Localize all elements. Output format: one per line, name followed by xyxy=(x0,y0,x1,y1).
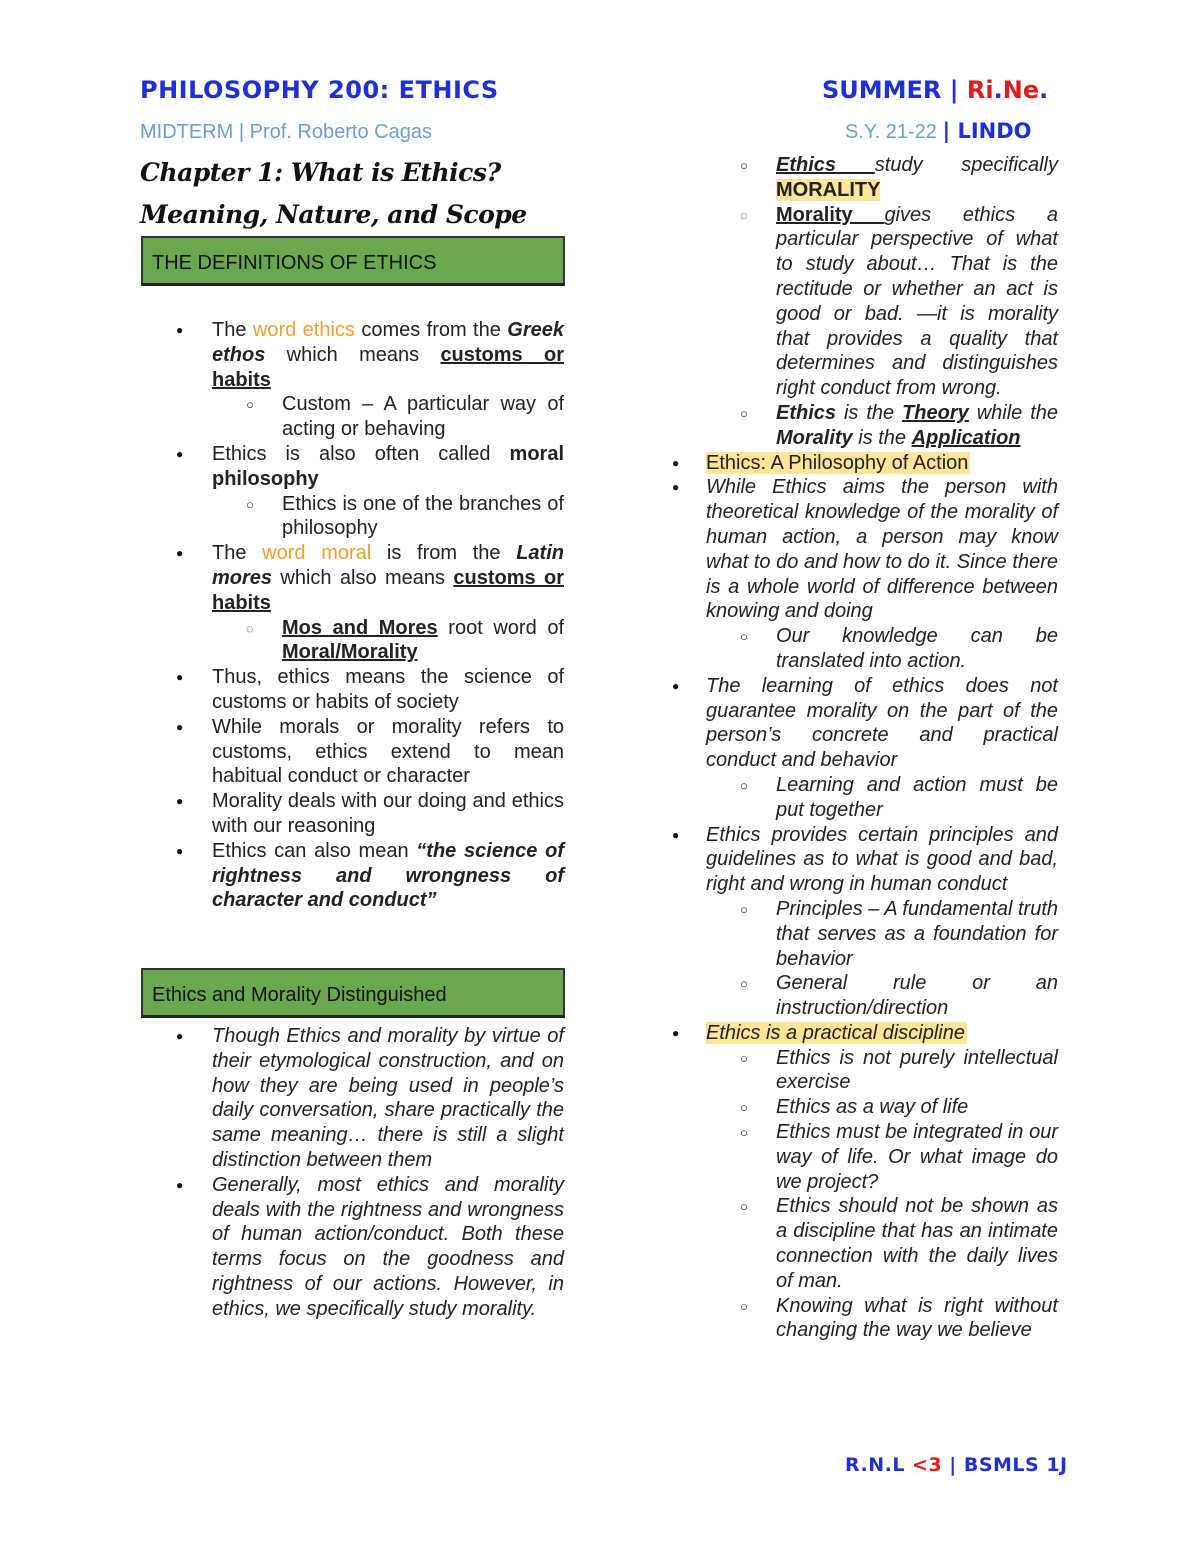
list-item: ● While morals or morality refers to customs, ethics extend to mean habitual conduct or character xyxy=(140,715,564,789)
header-subtitle: MIDTERM | Prof. Roberto Cagas xyxy=(140,121,432,143)
list-item: ● The learning of ethics does not guarantee morality on the part of the person’s concrete and practical conduct and behavior xyxy=(670,674,1058,773)
list-item: ● Generally, most ethics and morality deals with the rightness and wrongness of human action/conduct. Both these terms focus on the goodness and rightness of our actions. However, in ethics, we specifically study morality. xyxy=(140,1173,564,1322)
list-item: ○ Principles – A fundamental truth that serves as a foundation for behavior xyxy=(670,897,1058,971)
list-item: ○ Custom – A particular way of acting or behaving xyxy=(140,392,564,442)
section-header-distinguished: Ethics and Morality Distinguished xyxy=(141,968,565,1018)
right-column-list xyxy=(670,153,1058,1343)
list-item: ● The word moral is from the Latin mores which also means customs or habits xyxy=(140,541,564,615)
chapter-heading: Chapter 1: What is Ethics? Meaning, Nature, and Scope xyxy=(140,158,527,229)
list-item: ● While Ethics aims the person with theoretical knowledge of the morality of human action, a person may know what to do and how to do it. Since there is a whole world of difference between knowing and doing xyxy=(670,475,1058,624)
document-title: PHILOSOPHY 200: ETHICS xyxy=(140,76,499,104)
list-item: ○ Ethics study specifically MORALITY xyxy=(670,153,1058,203)
list-item: ○ Learning and action must be put together xyxy=(670,773,1058,823)
header-school-year: S.Y. 21-22 | LINDO xyxy=(845,119,1032,143)
list-item: ○ Our knowledge can be translated into action. xyxy=(670,624,1058,674)
list-item: ○ Ethics is not purely intellectual exercise xyxy=(670,1046,1058,1096)
list-item-highlight: ● Ethics: A Philosophy of Action xyxy=(670,451,1058,476)
list-item: ◌ Mos and Mores root word of Moral/Morality xyxy=(140,616,564,666)
page-footer: R.N.L <3 | BSMLS 1J xyxy=(845,1454,1068,1476)
definitions-list xyxy=(140,318,564,913)
header-term: SUMMER | Ri.Ne. xyxy=(822,76,1049,104)
list-item: ○ General rule or an instruction/direction xyxy=(670,971,1058,1021)
list-item: ○ Ethics is the Theory while the Morality is the Application xyxy=(670,401,1058,451)
section-header-definitions: THE DEFINITIONS OF ETHICS xyxy=(141,236,565,286)
list-item: ● Ethics can also mean “the science of rightness and wrongness of character and conduct” xyxy=(140,839,564,913)
list-item-highlight: ● Ethics is a practical discipline xyxy=(670,1021,1058,1046)
list-item: ○ Ethics as a way of life xyxy=(670,1095,1058,1120)
list-item: ○ Ethics is one of the branches of philosophy xyxy=(140,492,564,542)
list-item: ○ Ethics must be integrated in our way of life. Or what image do we project? xyxy=(670,1120,1058,1194)
distinguished-list xyxy=(140,1024,564,1322)
list-item: ○ Knowing what is right without changing the way we believe xyxy=(670,1294,1058,1344)
list-item: ● Ethics is also often called moral philosophy xyxy=(140,442,564,492)
list-item: ◌ Morality gives ethics a particular perspective of what to study about… That is the rectitude or whether an act is good or bad. —it is morality that provides a quality that determines and distinguishes right conduct from wrong. xyxy=(670,203,1058,401)
list-item: ○ Ethics should not be shown as a discipline that has an intimate connection with the daily lives of man. xyxy=(670,1194,1058,1293)
list-item: ● Morality deals with our doing and ethics with our reasoning xyxy=(140,789,564,839)
list-item: ● Ethics provides certain principles and guidelines as to what is good and bad, right and wrong in human conduct xyxy=(670,823,1058,897)
list-item: ● Though Ethics and morality by virtue of their etymological construction, and on how they are being used in people’s daily conversation, share practically the same meaning… there is still a slight distinction between them xyxy=(140,1024,564,1173)
list-item: ● Thus, ethics means the science of customs or habits of society xyxy=(140,665,564,715)
list-item: ● The word ethics comes from the Greek ethos which means customs or habits xyxy=(140,318,564,392)
